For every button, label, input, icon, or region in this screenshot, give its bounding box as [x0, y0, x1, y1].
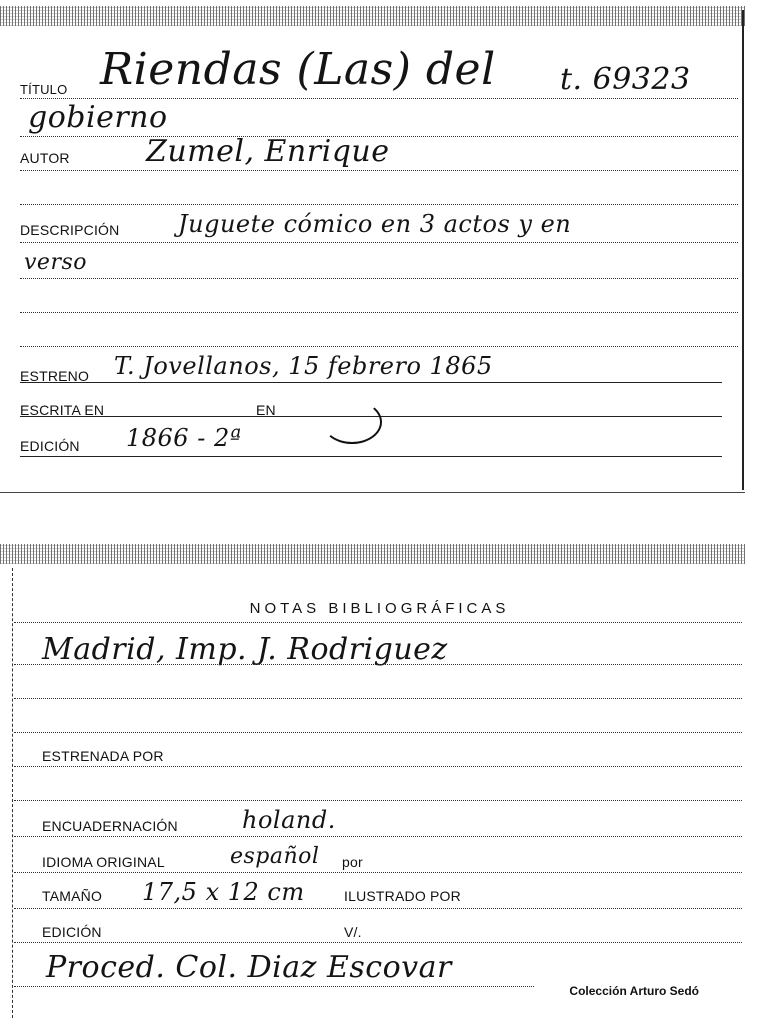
estrenada-por-label: ESTRENADA POR	[42, 748, 164, 764]
v-label: V/.	[344, 924, 362, 940]
scan-noise-top	[0, 6, 745, 26]
idioma-original-value: español	[230, 844, 320, 869]
tamano-rule	[14, 908, 742, 909]
autor-label: AUTOR	[20, 150, 70, 166]
descripcion-label: DESCRIPCIÓN	[20, 222, 120, 238]
ilustrado-por-label: ILUSTRADO POR	[344, 888, 461, 904]
procedencia-rule	[14, 986, 534, 987]
encuadernacion-rule	[14, 836, 742, 837]
notas-line-1: Madrid, Imp. J. Rodriguez	[42, 632, 448, 667]
encuadernacion-value: holand.	[242, 806, 336, 834]
titulo-label: TÍTULO	[20, 82, 68, 97]
blank-rule-2	[20, 312, 738, 313]
idioma-original-label: IDIOMA ORIGINAL	[42, 854, 165, 870]
titulo-rule	[20, 98, 738, 99]
tamano-label: TAMAÑO	[42, 888, 103, 904]
bottom-catalog-card	[0, 540, 759, 1028]
top-catalog-card	[0, 0, 759, 500]
blank-rule-1	[20, 204, 738, 205]
notas-rule-0	[14, 622, 742, 623]
card-edge-left	[12, 568, 14, 1018]
notas-bibliograficas-heading: NOTAS BIBLIOGRÁFICAS	[249, 600, 510, 617]
card-separator	[0, 492, 745, 493]
edicion-b-rule	[14, 942, 742, 943]
autor-value: Zumel, Enrique	[146, 134, 390, 169]
coleccion-footer: Colección Arturo Sedó	[569, 984, 699, 998]
ink-mark	[322, 400, 382, 444]
titulo-value-line2: gobierno	[28, 100, 168, 135]
escrita-en-label: ESCRITA EN	[20, 402, 105, 418]
titulo-value-line1: Riendas (Las) del	[100, 44, 496, 95]
edicion-b-label: EDICIÓN	[42, 924, 102, 940]
por-label: por	[342, 854, 363, 870]
idioma-rule	[14, 872, 742, 873]
scan-noise-bottom	[0, 544, 745, 564]
blank-rule-b1	[14, 800, 742, 801]
notas-rule-2	[14, 698, 742, 699]
edicion-value: 1866 - 2ª	[126, 424, 242, 452]
autor-rule	[20, 170, 738, 171]
estrenada-rule	[14, 766, 742, 767]
en-label: EN	[256, 402, 276, 418]
edicion-rule	[20, 456, 722, 457]
edicion-label: EDICIÓN	[20, 438, 80, 454]
procedencia-value: Proced. Col. Diaz Escovar	[46, 950, 452, 985]
descripcion-rule-2	[20, 278, 738, 279]
descripcion-value-line1: Juguete cómico en 3 actos y en	[178, 210, 572, 238]
estreno-label: ESTRENO	[20, 368, 90, 384]
descripcion-rule	[20, 242, 738, 243]
notas-rule-1	[14, 664, 742, 665]
blank-rule-3	[20, 346, 738, 347]
registro-number: t. 69323	[560, 62, 691, 97]
estreno-value: T. Jovellanos, 15 febrero 1865	[114, 352, 493, 380]
estreno-rule	[20, 382, 722, 383]
tamano-value: 17,5 x 12 cm	[142, 878, 305, 906]
encuadernacion-label: ENCUADERNACIÓN	[42, 818, 178, 834]
card-edge-right	[742, 10, 744, 490]
notas-rule-3	[14, 732, 742, 733]
descripcion-value-line2: verso	[24, 250, 87, 275]
